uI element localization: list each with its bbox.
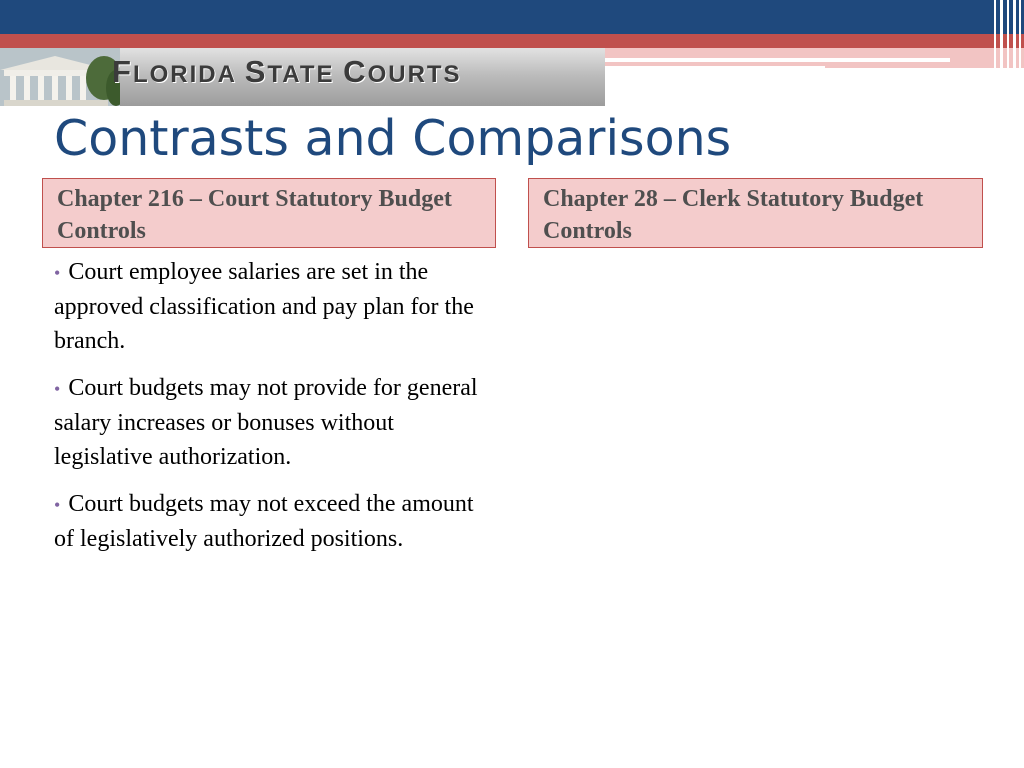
courthouse-image bbox=[0, 48, 120, 106]
top-red-band bbox=[0, 34, 1024, 48]
top-blue-band bbox=[0, 0, 1024, 34]
banner-title: FLORIDA STATE COURTS bbox=[112, 54, 462, 89]
bullet-icon: • bbox=[54, 263, 61, 283]
bullet-icon: • bbox=[54, 379, 61, 399]
list-item: • Court employee salaries are set in the approved classification and pay plan for the branch. bbox=[54, 259, 474, 354]
bullet-list bbox=[54, 255, 494, 569]
bullet-icon: • bbox=[54, 495, 61, 515]
right-column-header: Chapter 28 – Clerk Statutory Budget Controls bbox=[528, 178, 983, 248]
band-white-line-2 bbox=[605, 66, 825, 68]
vertical-stripes bbox=[990, 0, 1024, 70]
list-item: • Court budgets may not exceed the amount of legislatively authorized positions. bbox=[54, 491, 474, 552]
list-item: • Court budgets may not provide for general salary increases or bonuses without legislative authorization. bbox=[54, 375, 478, 470]
band-white-line bbox=[605, 58, 950, 62]
left-column-header: Chapter 216 – Court Statutory Budget Controls bbox=[42, 178, 496, 248]
florida-state-courts-banner bbox=[0, 48, 605, 106]
slide-title: Contrasts and Comparisons bbox=[54, 110, 732, 167]
